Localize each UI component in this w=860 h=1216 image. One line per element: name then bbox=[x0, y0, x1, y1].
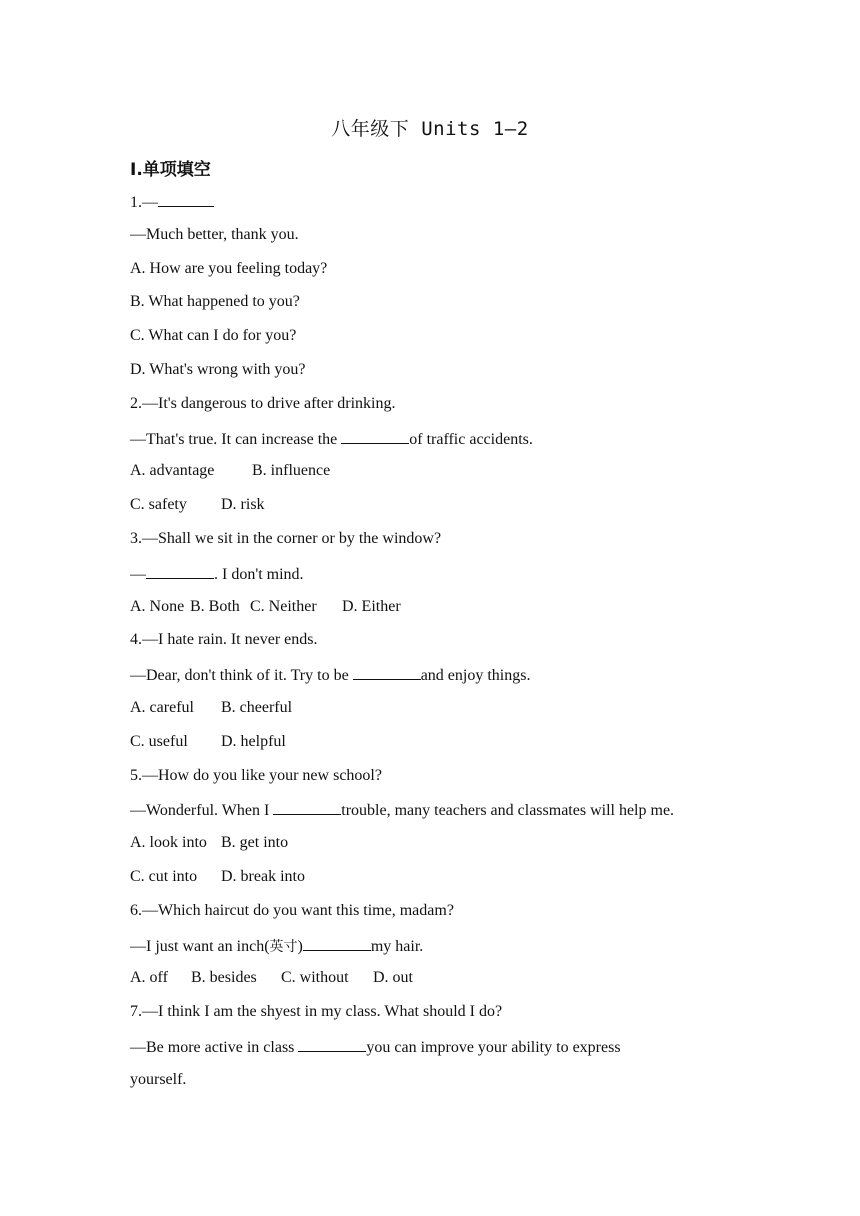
question-1-stem bbox=[130, 190, 750, 224]
question-5-stem: 5.—How do you like your new school? bbox=[130, 766, 382, 784]
question-5-options-ab bbox=[130, 832, 750, 866]
option-a: A. look into bbox=[130, 834, 207, 852]
option-c: C. without bbox=[281, 969, 349, 987]
reply-text: ) bbox=[297, 937, 303, 955]
reply-text: of traffic accidents. bbox=[409, 430, 533, 448]
question-4-stem: 4.—I hate rain. It never ends. bbox=[130, 631, 318, 649]
question-6-reply bbox=[130, 934, 750, 968]
option-d: D. break into bbox=[221, 867, 305, 885]
option-c: C. Neither bbox=[250, 597, 317, 615]
answer-blank bbox=[341, 427, 409, 444]
option-b: B. influence bbox=[252, 462, 331, 480]
page-title: 八年级下 Units 1—2 bbox=[331, 118, 529, 140]
option-b: B. cheerful bbox=[221, 698, 293, 716]
option-b: B. get into bbox=[221, 834, 289, 852]
option-b: B. Both bbox=[190, 597, 240, 615]
reply-text: my hair. bbox=[370, 937, 424, 955]
question-number: 1.— bbox=[130, 194, 158, 211]
question-3-options bbox=[130, 596, 750, 630]
question-5-reply bbox=[130, 798, 750, 832]
question-7-reply-continued: yourself. bbox=[130, 1070, 187, 1088]
question-6-stem: 6.—Which haircut do you want this time, madam? bbox=[130, 901, 454, 919]
question-4-options-ab bbox=[130, 697, 750, 731]
reply-text: and enjoy things. bbox=[420, 667, 531, 685]
answer-blank bbox=[353, 663, 421, 680]
answer-blank bbox=[273, 798, 341, 815]
question-7-stem: 7.—I think I am the shyest in my class. What should I do? bbox=[130, 1003, 503, 1021]
question-3-stem: 3.—Shall we sit in the corner or by the window? bbox=[130, 529, 442, 547]
option-c: C. safety bbox=[130, 496, 187, 514]
question-4-options-cd bbox=[130, 731, 750, 765]
question-2-options-cd bbox=[130, 494, 750, 528]
answer-blank bbox=[158, 190, 214, 207]
question-1-option-c: C. What can I do for you? bbox=[130, 327, 297, 345]
reply-text: —I just want an inch( bbox=[130, 937, 270, 955]
option-d: D. helpful bbox=[221, 732, 286, 750]
question-4-reply bbox=[130, 663, 750, 697]
reply-text: —Be more active in class bbox=[130, 1038, 299, 1056]
question-2-reply bbox=[130, 427, 750, 461]
answer-blank bbox=[298, 1035, 366, 1052]
chinese-gloss: 英寸 bbox=[269, 938, 298, 955]
option-a: A. advantage bbox=[130, 462, 215, 480]
reply-text: —That's true. It can increase the bbox=[130, 430, 342, 448]
question-5-options-cd bbox=[130, 866, 750, 900]
option-b: B. besides bbox=[191, 969, 257, 987]
option-d: D. risk bbox=[221, 496, 265, 514]
option-a: A. careful bbox=[130, 698, 194, 716]
answer-blank bbox=[303, 934, 371, 951]
question-1-reply: —Much better, thank you. bbox=[130, 225, 299, 243]
reply-text: . I don't mind. bbox=[214, 565, 304, 583]
question-2-stem: 2.—It's dangerous to drive after drinking. bbox=[130, 394, 396, 412]
question-1-option-b: B. What happened to you? bbox=[130, 293, 300, 311]
option-a: A. None bbox=[130, 597, 185, 615]
question-7-reply bbox=[130, 1035, 750, 1069]
question-6-options bbox=[130, 967, 750, 1001]
option-c: C. cut into bbox=[130, 867, 198, 885]
question-3-reply bbox=[130, 562, 750, 596]
section-heading: Ⅰ.单项填空 bbox=[130, 160, 211, 180]
option-c: C. useful bbox=[130, 732, 188, 750]
question-list bbox=[130, 190, 750, 1103]
reply-text: —Wonderful. When I bbox=[130, 802, 274, 820]
option-d: D. out bbox=[373, 969, 413, 987]
reply-text: — bbox=[130, 565, 146, 583]
question-1-option-a: A. How are you feeling today? bbox=[130, 259, 328, 277]
option-d: D. Either bbox=[342, 597, 401, 615]
question-1-option-d: D. What's wrong with you? bbox=[130, 360, 306, 378]
option-a: A. off bbox=[130, 969, 168, 987]
answer-blank bbox=[146, 562, 214, 579]
reply-text: trouble, many teachers and classmates will help me. bbox=[341, 802, 675, 820]
question-2-options-ab bbox=[130, 460, 750, 494]
reply-text: you can improve your ability to express bbox=[366, 1038, 621, 1056]
reply-text: —Dear, don't think of it. Try to be bbox=[130, 667, 353, 685]
